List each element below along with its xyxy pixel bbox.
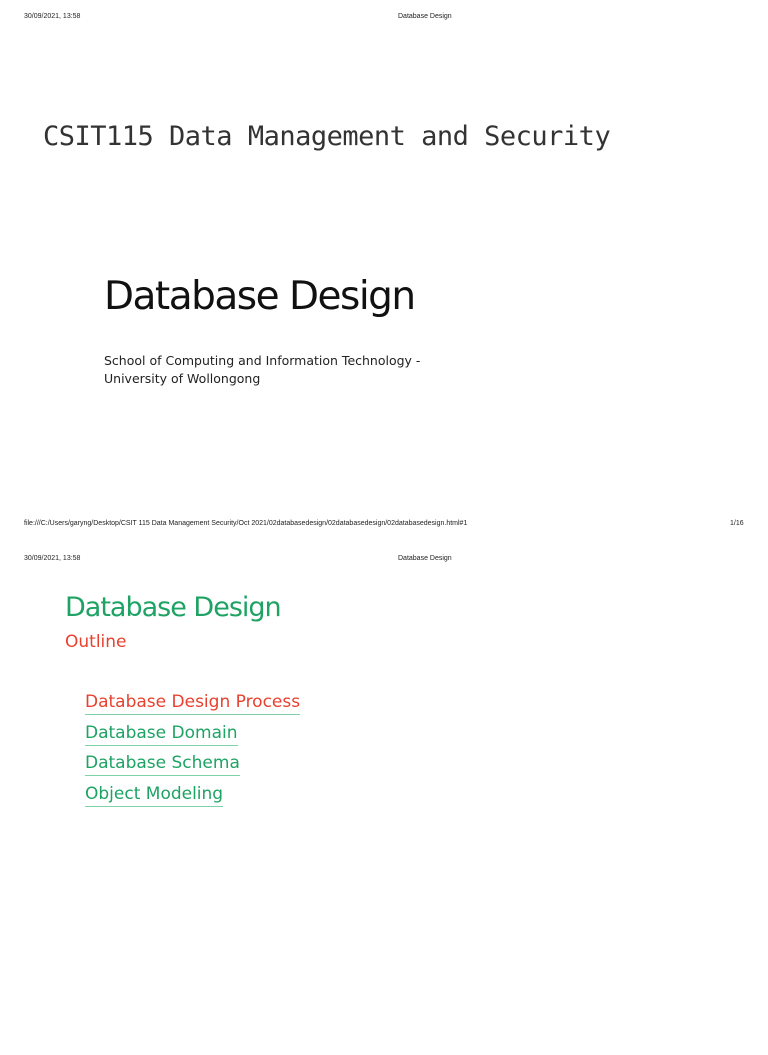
list-item — [85, 722, 300, 753]
list-item — [85, 752, 300, 783]
print-header-date: 30/09/2021, 13:58 — [24, 555, 81, 562]
outline-link-database-schema[interactable]: Database Schema — [85, 752, 240, 776]
list-item — [85, 783, 300, 814]
outline-list — [85, 691, 300, 813]
list-item — [85, 691, 300, 722]
print-page-1 — [0, 0, 768, 527]
outline-slide-title: Database Design — [65, 592, 281, 623]
course-title: CSIT115 Data Management and Security — [43, 121, 611, 152]
outline-link-object-modeling[interactable]: Object Modeling — [85, 783, 223, 807]
slide-main-title: Database Design — [104, 274, 415, 319]
print-footer-url: file:///C:/Users/garyng/Desktop/CSIT 115 Data Management Security/Oct 2021/02databasedesign/02databasedesign/02databasedesign.html#1 — [24, 520, 468, 527]
outline-slide-subtitle: Outline — [65, 632, 127, 652]
print-page-2 — [0, 543, 768, 1055]
print-footer-page-number: 1/16 — [730, 520, 744, 527]
outline-link-database-domain[interactable]: Database Domain — [85, 722, 238, 746]
outline-link-database-design-process[interactable]: Database Design Process — [85, 691, 300, 715]
print-header-date: 30/09/2021, 13:58 — [24, 13, 81, 20]
print-header-title: Database Design — [398, 555, 452, 562]
print-header-title: Database Design — [398, 13, 452, 20]
slide-subtitle-institution: School of Computing and Information Technology - University of Wollongong — [104, 353, 421, 386]
